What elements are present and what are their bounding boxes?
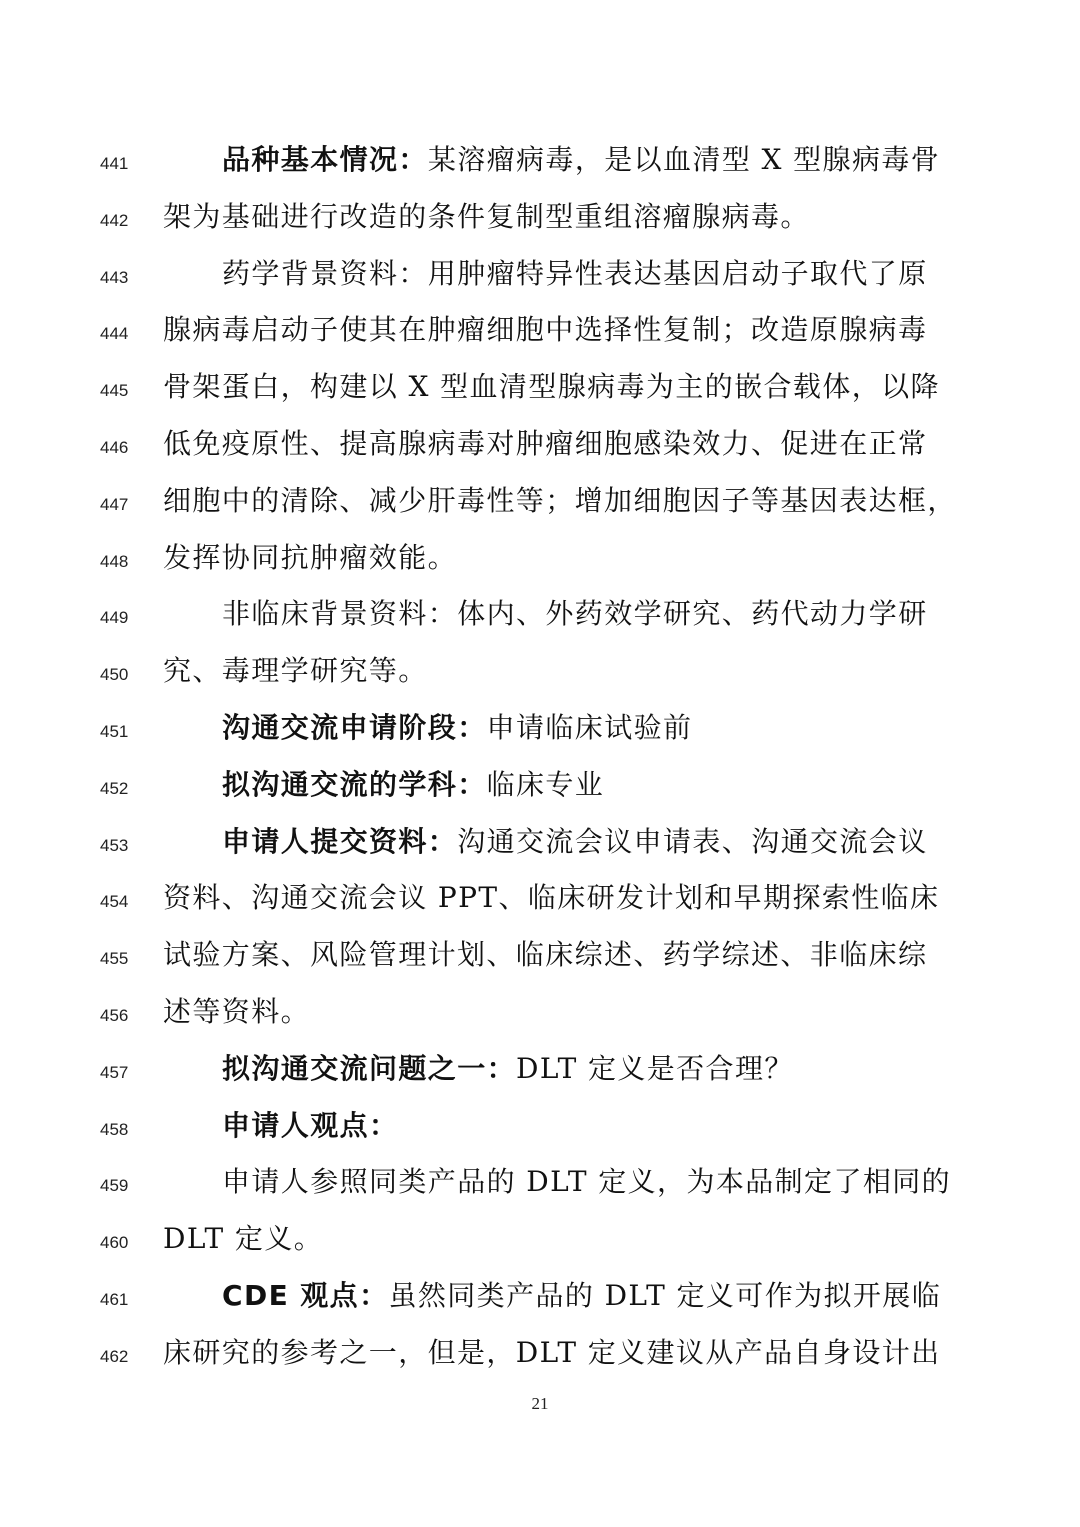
document-line [0,765,1080,821]
document-line [0,367,1080,423]
line-number: 452 [100,778,129,798]
line-text [222,1276,942,1316]
bold-heading: 拟沟通交流的学科： [222,767,487,801]
body-text: 低免疫原性、提高腺病毒对肿瘤细胞感染效力、促进在正常 [163,427,928,460]
line-number: 459 [100,1176,129,1196]
line-text [163,651,923,691]
document-line [0,651,1080,707]
bold-heading: 沟通交流申请阶段： [222,711,487,744]
line-text [222,254,928,294]
body-text: 药学背景资料：用肿瘤特异性表达基因启动子取代了原 [222,256,928,290]
body-text: 申请临床试验前 [486,711,693,744]
document-line [0,254,1080,310]
line-text [163,424,928,464]
line-number: 454 [100,892,129,912]
bold-heading: CDE 观点： [222,1279,389,1312]
document-line [0,822,1080,878]
body-text: 试验方案、风险管理计划、临床综述、药学综述、非临床综 [163,938,928,972]
document-line [0,878,1080,934]
line-number: 457 [100,1062,129,1082]
document-line [0,140,1080,196]
line-text [222,708,922,748]
document-line [0,1162,1080,1218]
body-text: 床研究的参考之一，但是，DLT 定义建议从产品自身设计出 [163,1335,941,1369]
line-text [163,310,928,350]
line-text [222,822,928,862]
line-number: 451 [100,722,129,741]
document-line [0,1276,1080,1332]
line-text [163,481,957,521]
bold-heading: 申请人提交资料： [222,824,458,858]
line-text [163,538,923,578]
line-text [222,594,928,634]
body-text: 非临床背景资料：体内、外药效学研究、药代动力学研 [222,597,928,631]
document-line [0,1219,1080,1275]
line-number: 447 [100,494,129,514]
line-number: 444 [100,324,129,344]
line-number: 445 [100,381,129,401]
body-text: 资料、沟通交流会议 PPT、临床研发计划和早期探索性临床 [163,881,940,915]
line-number: 442 [100,210,129,230]
line-text [163,992,923,1032]
body-text: DLT 定义是否合理？ [516,1051,794,1085]
document-line [0,992,1080,1048]
document-line [0,481,1080,537]
line-number: 455 [100,949,129,969]
body-text: DLT 定义。 [163,1222,324,1256]
body-text: 沟通交流会议申请表、沟通交流会议 [457,824,928,858]
line-text [222,1106,922,1146]
line-number: 460 [100,1233,129,1253]
bold-heading: 拟沟通交流问题之一： [222,1051,517,1085]
body-text: 架为基础进行改造的条件复制型重组溶瘤腺病毒。 [163,199,810,233]
body-text: 骨架蛋白，构建以 X 型血清型腺病毒为主的嵌合载体，以降 [163,370,940,404]
body-text: 究、毒理学研究等。 [163,654,428,688]
document-line [0,594,1080,650]
line-text [163,1333,941,1373]
line-number: 446 [100,438,129,457]
bold-heading: 申请人观点： [222,1108,399,1142]
line-text [163,1219,923,1259]
line-number: 461 [100,1290,129,1309]
document-line [0,1106,1080,1162]
body-text: 腺病毒启动子使其在肿瘤细胞中选择性复制；改造原腺病毒 [163,313,928,347]
document-line [0,538,1080,594]
line-number: 441 [100,154,129,173]
body-text: 临床专业 [486,767,605,801]
document-line [0,197,1080,253]
line-number: 448 [100,551,129,571]
line-number: 453 [100,835,129,855]
body-text: 发挥协同抗肿瘤效能。 [163,540,458,574]
line-number: 456 [100,1006,129,1025]
document-line [0,708,1080,764]
body-text: 细胞中的清除、减少肝毒性等；增加细胞因子等基因表达框， [163,483,957,517]
document-line [0,1049,1080,1105]
body-text: 某溶瘤病毒，是以血清型 X 型腺病毒骨 [427,143,941,176]
line-number: 443 [100,267,129,287]
line-text [222,1049,922,1089]
line-number: 450 [100,665,129,685]
body-text: 申请人参照同类产品的 DLT 定义，为本品制定了相同的 [222,1165,952,1199]
body-text: 虽然同类产品的 DLT 定义可作为拟开展临 [388,1279,942,1312]
line-number: 462 [100,1346,129,1366]
line-text [222,140,941,180]
line-text [163,197,923,237]
line-text [163,878,940,918]
line-text [163,367,940,407]
line-number: 449 [100,608,129,628]
document-line [0,310,1080,366]
line-text [163,935,928,975]
body-text: 述等资料。 [163,995,311,1028]
document-line [0,935,1080,991]
bold-heading: 品种基本情况： [222,143,428,176]
document-line [0,1333,1080,1389]
line-text [222,1162,952,1202]
line-number: 458 [100,1119,129,1139]
line-text [222,765,922,805]
document-line [0,424,1080,480]
page-number: 21 [531,1394,549,1413]
